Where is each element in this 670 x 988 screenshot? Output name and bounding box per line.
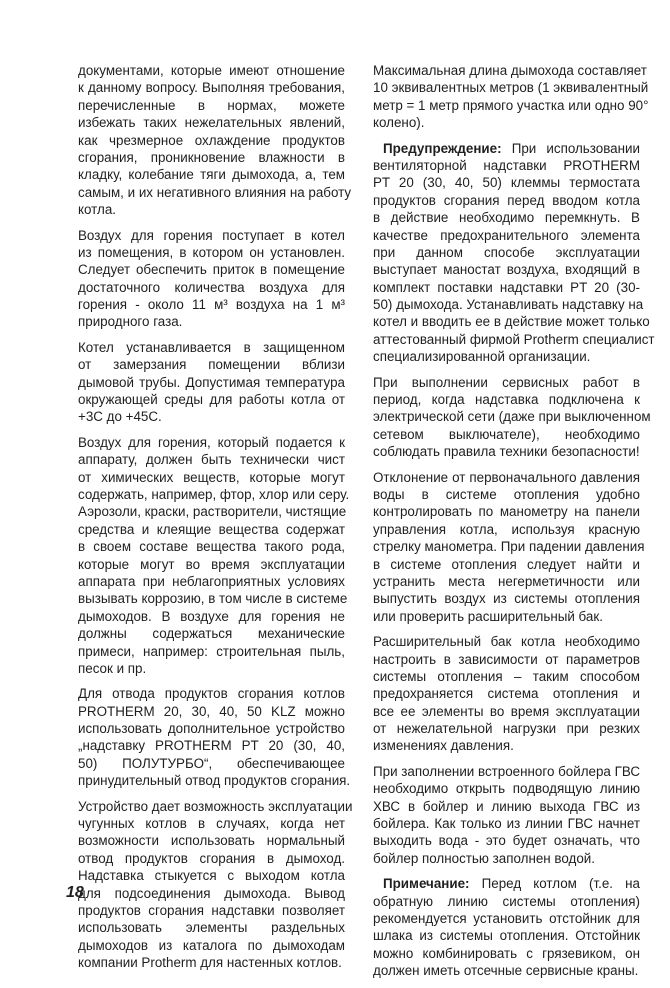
text-line: для подсоединения дымохода. Вывод (78, 885, 345, 901)
text-line: Воздух для горения поступает в котел (78, 227, 345, 243)
paragraph (78, 227, 345, 331)
text-line: котел и вводить ее в действие может только (373, 314, 650, 330)
lead-rest: Перед котлом (т.е. на (469, 876, 640, 892)
text-line: обратную линию системы отопления) (373, 893, 640, 909)
text-line: При выполнении сервисных работ в (373, 374, 640, 390)
paragraph (373, 633, 640, 755)
text-line: 10 эквивалентных метров (1 эквивалентный (373, 80, 649, 96)
text-line: Котел устанавливается в защищенном (78, 339, 345, 355)
text-line: от нежелательной нагрузки при резких (373, 721, 640, 737)
text-line: рекомендуется установить отстойник для (373, 910, 640, 926)
text-line: Максимальная длина дымохода составляет (373, 63, 647, 78)
text-line: специализированной организации. (373, 349, 591, 365)
text-line: +3С до +45С. (78, 409, 162, 425)
bold-lead: Предупреждение: (383, 140, 502, 156)
text-line: использовать элементы раздельных (78, 920, 345, 936)
text-line: управления котла, используя красную (373, 521, 640, 537)
text-line: которые могут во время эксплуатации (78, 556, 345, 572)
text-line: Для отвода продуктов сгорания котлов (78, 686, 345, 702)
paragraph (78, 339, 345, 426)
paragraph (373, 374, 651, 461)
text-line: выходить вода - это будет означать, что (373, 833, 640, 849)
text-line: аппарату, должен быть технически чист (78, 452, 345, 468)
text-line: или проверить расширительный бак. (373, 608, 603, 624)
text-line: должны содержаться механические (78, 626, 345, 642)
text-line: период, когда надставка подключена к (373, 392, 640, 408)
text-line: песок и пр. (78, 660, 147, 676)
text-line: продуктов сгорания перед вводом котла (373, 192, 640, 208)
text-line: примеси, например: строительная пыль, (78, 643, 345, 659)
text-line: Расширительный бак котла необходимо (373, 634, 640, 650)
text-line: шлака из системы отопления. Отстойник (373, 928, 640, 944)
text-line: сетевом выключателе), необходимо (373, 426, 640, 442)
text-line: содержать, например, фтор, хлор или серу. (78, 486, 350, 502)
text-line: необходимо открыть подводящую линию (373, 781, 640, 797)
text-line: „надставку PROTHERM PT 20 (30, 40, (78, 738, 345, 754)
text-line: предохраняется система отопления и (373, 686, 640, 702)
text-line: соблюдать правила техники безопасности! (373, 444, 640, 460)
text-line: настроить в зависимости от параметров (373, 651, 640, 667)
text-line: как чрезмерное охлаждение продуктов (78, 132, 345, 148)
text-line: перечисленные в нормах, можете (78, 97, 345, 113)
text-line: устранить места негерметичности или (373, 573, 640, 589)
text-line: достаточного количества воздуха для (78, 279, 345, 295)
text-line: качестве предохранительного элемента (373, 227, 640, 243)
text-line: избежать таких нежелательных явлений, (78, 115, 345, 131)
paragraph (78, 434, 350, 677)
text-line: контролировать по манометру на панели (373, 504, 640, 520)
text-line: аттестованный фирмой Protherm специалист (373, 331, 655, 347)
paragraph (78, 62, 352, 219)
text-line: Воздух для горения, который подается к (78, 434, 345, 450)
text-line: изменениях давления. (373, 738, 514, 754)
text-line: компании Protherm для настенных котлов. (78, 955, 342, 971)
text-line: окружающей среды для работы котла от (78, 392, 345, 408)
text-line: PROTHERM 20, 30, 40, 50 KLZ можно (78, 703, 345, 719)
text-line: из помещения, в котором он установлен. (78, 244, 345, 260)
text-line (373, 140, 640, 157)
bold-lead: Примечание: (383, 876, 470, 892)
text-line: кладку, колебание тяги дымохода, а, тем (78, 167, 345, 183)
text-line: комплект поставки надставки PT 20 (30- (373, 279, 640, 295)
text-line: метр = 1 метр прямого участка или одно 90° (373, 97, 649, 113)
text-line: горения - около 11 м³ воздуха на 1 м³ (78, 297, 345, 313)
text-line: возможности использовать нормальный (78, 833, 345, 849)
text-line: системы отопления – таким способом (373, 668, 640, 684)
paragraph (373, 875, 640, 979)
text-line: выступает маностат воздуха, входящий в (373, 262, 640, 278)
text-line: 50) ПОЛУТУРБО“, обеспечивающее (78, 755, 345, 771)
text-line: дымовой трубы. Допустимая температура (78, 374, 345, 390)
lead-rest: При использовании (501, 140, 640, 156)
text-line: в системе отопления следует найти и (373, 556, 640, 572)
text-line: бойлер полностью заполнен водой. (373, 850, 595, 866)
text-line: выпустить воздух из системы отопления (373, 591, 640, 607)
text-line: При заполнении встроенного бойлера ГВС (373, 763, 641, 779)
page-number: 18 (66, 884, 84, 901)
text-line: 50) дымохода. Устанавливать надставку на (373, 297, 644, 313)
text-line: вентиляторной надставки PROTHERM (373, 157, 640, 173)
text-line: вызывать коррозию, в том числе в системе (78, 591, 348, 607)
text-line: сгорания, проникновение влажности в (78, 149, 345, 165)
text-line: можно комбинировать с грязевиком, он (373, 945, 640, 961)
text-line: при данном способе эксплуатации (373, 244, 640, 260)
text-line: стрелку манометра. При падении давления (373, 539, 645, 555)
text-line: воды в системе отопления удобно (373, 486, 640, 502)
left-column (78, 62, 353, 980)
text-line: PT 20 (30, 40, 50) клеммы термостата (373, 175, 640, 191)
text-line: средства и клеящие вещества содержат (78, 521, 345, 537)
text-line: использовать дополнительное устройство (78, 721, 345, 737)
text-line: от химических веществ, которые могут (78, 469, 345, 485)
text-line: документами, которые имеют отношение (78, 63, 345, 78)
text-line: к данному вопросу. Выполняя требования, (78, 80, 345, 96)
text-line: все ее элементы во время эксплуатации (373, 703, 640, 719)
text-line: в своем составе вещества такого рода, (78, 539, 345, 555)
text-line: Аэрозоли, краски, растворители, чистящие (78, 504, 347, 520)
paragraph (373, 62, 649, 132)
text-line: бойлера. Как только из линии ГВС начнет (373, 816, 640, 832)
text-line: ХВС в бойлер и линию выхода ГВС из (373, 798, 640, 814)
text-line: чугунных котлов в случаях, когда нет (78, 816, 345, 832)
text-line (373, 875, 640, 892)
text-line: самым, и их негативного влияния на работу (78, 184, 352, 200)
text-line: дымоходов из каталога по дымоходам (78, 937, 345, 953)
text-line: в действие необходимо перемкнуть. В (373, 210, 640, 226)
text-line: котла. (78, 202, 116, 218)
text-line: Устройство дает возможность эксплуатации (78, 798, 353, 814)
text-line: колено). (373, 115, 425, 131)
paragraph (373, 140, 655, 366)
text-line: от замерзания помещении вблизи (78, 357, 345, 373)
text-line: отвод продуктов сгорания в дымоход. (78, 850, 345, 866)
text-line: Отклонение от первоначального давления (373, 469, 640, 485)
right-column (373, 62, 655, 988)
text-line: принудительный отвод продуктов сгорания. (78, 773, 351, 789)
text-line: должен иметь отсечные сервисные краны. (373, 963, 639, 979)
text-line: природного газа. (78, 314, 183, 330)
paragraph (78, 685, 351, 789)
paragraph (78, 798, 353, 972)
paragraph (373, 763, 640, 867)
text-line: электрической сети (даже при выключенном (373, 409, 651, 425)
text-line: Надставка стыкуется с выходом котла (78, 868, 345, 884)
paragraph (373, 469, 645, 626)
text-line: продуктов сгорания надставки позволяет (78, 902, 345, 918)
text-line: Следует обеспечить приток в помещение (78, 262, 345, 278)
text-line: дымоходов. В воздухе для горения не (78, 608, 345, 624)
text-line: аппарата при неблагоприятных условиях (78, 573, 345, 589)
